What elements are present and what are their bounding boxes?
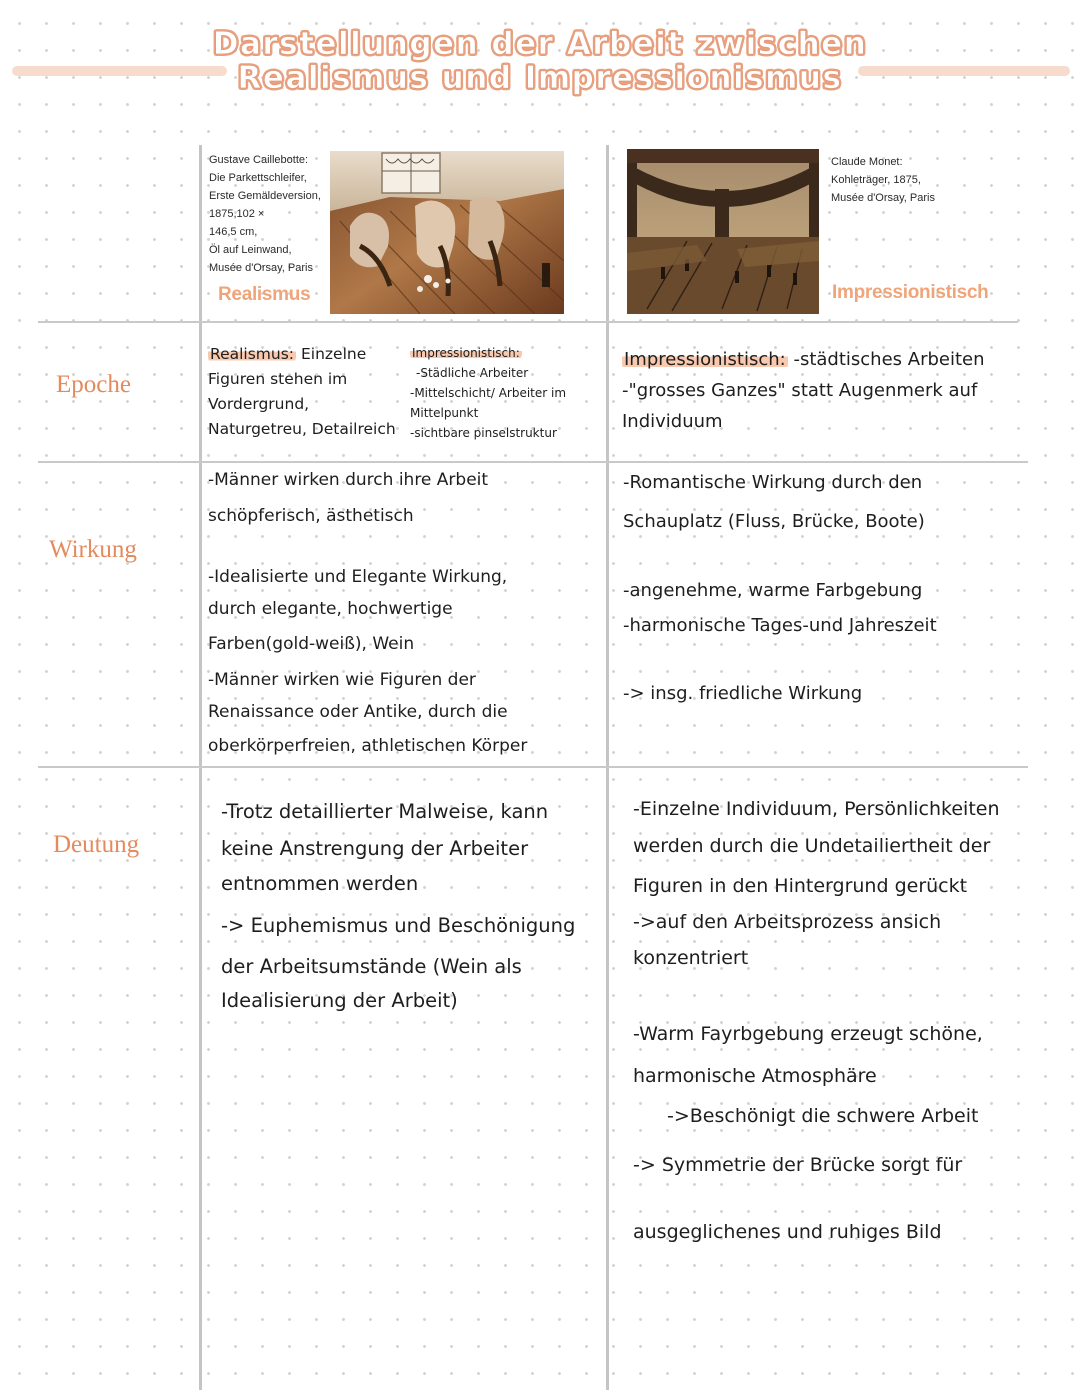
note-line: Schauplatz (Fluss, Brücke, Boote) [623,511,925,532]
note-line: Vordergrund, [208,395,310,413]
caption-line: Gustave Caillebotte: [209,154,309,166]
note-line: -Männer wirken durch ihre Arbeit [208,470,489,490]
note-line: Figuren in den Hintergrund gerückt [633,875,968,897]
caption-line: Die Parkettschleifer, [209,172,307,184]
row-label-deutung: Deutung [53,831,140,858]
page-title-line-1: Darstellungen der Arbeit zwischen [212,26,868,62]
row-divider-wirkung [38,766,1028,768]
page-title-line-2: Realismus und Impressionismus [237,60,843,96]
note-line: -harmonische Tages-und Jahreszeit [623,615,937,636]
note-line: -sichtbare pinselstruktur [410,426,557,440]
note-line: oberkörperfreien, athletischen Körper [208,736,528,756]
note-line: Mittelpunkt [410,406,479,420]
row-label-wirkung: Wirkung [49,536,137,563]
note-line: Farben(gold-weiß), Wein [208,634,415,654]
note-line: harmonische Atmosphäre [633,1065,877,1087]
impressionistisch-heading-small: Impressionistisch: [412,346,520,360]
note-line: Renaissance oder Antike, durch die [208,702,508,722]
caption-line: Musée d'Orsay, Paris [831,192,935,204]
right-painting-caption [831,153,935,207]
note-line: der Arbeitsumstände (Wein als [221,955,522,978]
coal-dockers-image [627,149,819,314]
note-line: Einzelne [300,345,367,363]
note-line: -Trotz detaillierter Malweise, kann [221,800,549,823]
note-line: keine Anstrengung der Arbeiter [221,837,529,860]
note-line: Figuren stehen im [208,370,348,388]
note-line: schöpferisch, ästhetisch [208,506,414,526]
note-line: -Romantische Wirkung durch den [623,472,923,493]
note-line: -Einzelne Individuum, Persönlichkeiten [633,798,1000,820]
caption-line: Erste Gemäldeversion, [209,190,321,202]
floor-scrapers-image [330,151,564,314]
note-line: Idealisierung der Arbeit) [221,989,458,1012]
caption-line: Musée d'Orsay, Paris [209,262,313,274]
note-line: Naturgetreu, Detailreich [208,420,396,438]
note-line: werden durch die Undetailiertheit der [633,835,991,857]
epoche-impressionistisch-notes-right [622,344,985,437]
realismus-heading: Realismus: [210,345,295,363]
note-line: -Mittelschicht/ Arbeiter im [410,386,567,400]
left-style-label: Realismus [218,284,311,305]
note-line: ausgeglichenes und ruhiges Bild [633,1221,942,1243]
caption-line: Kohleträger, 1875, [831,174,921,186]
note-line: -Idealisierte und Elegante Wirkung, [208,567,508,587]
note-line: -Städliche Arbeiter [416,366,529,380]
caption-line: Öl auf Leinwand, [209,244,292,256]
note-line: ->auf den Arbeitsprozess ansich [633,911,942,933]
right-style-label: Impressionistisch [832,282,989,303]
note-line: Individuum [622,411,723,432]
epoche-realismus-notes [208,342,396,442]
note-line: ->Beschönigt die schwere Arbeit [667,1105,979,1127]
note-line: -städtisches Arbeiten [793,349,985,370]
note-line: -> Symmetrie der Brücke sorgt für [633,1154,963,1176]
note-line: -Männer wirken wie Figuren der [208,670,476,690]
caption-line: 146,5 cm, [209,226,258,238]
left-painting-caption [209,151,321,277]
epoche-impressionistisch-notes-left [410,343,566,443]
note-line: -Warm Fayrbgebung erzeugt schöne, [633,1023,983,1045]
painting-monet-coal-dockers [627,149,819,314]
note-line: durch elegante, hochwertige [208,599,453,619]
note-line: -"grosses Ganzes" statt Augenmerk auf [622,380,978,401]
note-line: -> Euphemismus und Beschönigung [221,914,576,937]
note-line: entnommen werden [221,872,419,895]
row-label-epoche: Epoche [56,371,131,398]
painting-caillebotte-floor-scrapers [330,151,564,314]
caption-line: 1875,102 × [209,208,265,220]
impressionistisch-heading: Impressionistisch: [624,349,786,370]
note-line: -angenehme, warme Farbgebung [623,580,923,601]
note-line: -> insg. friedliche Wirkung [623,683,863,704]
caption-line: Claude Monet: [831,156,903,168]
row-divider-header [38,321,1018,323]
row-divider-epoche [38,461,1028,463]
note-line: konzentriert [633,947,749,969]
